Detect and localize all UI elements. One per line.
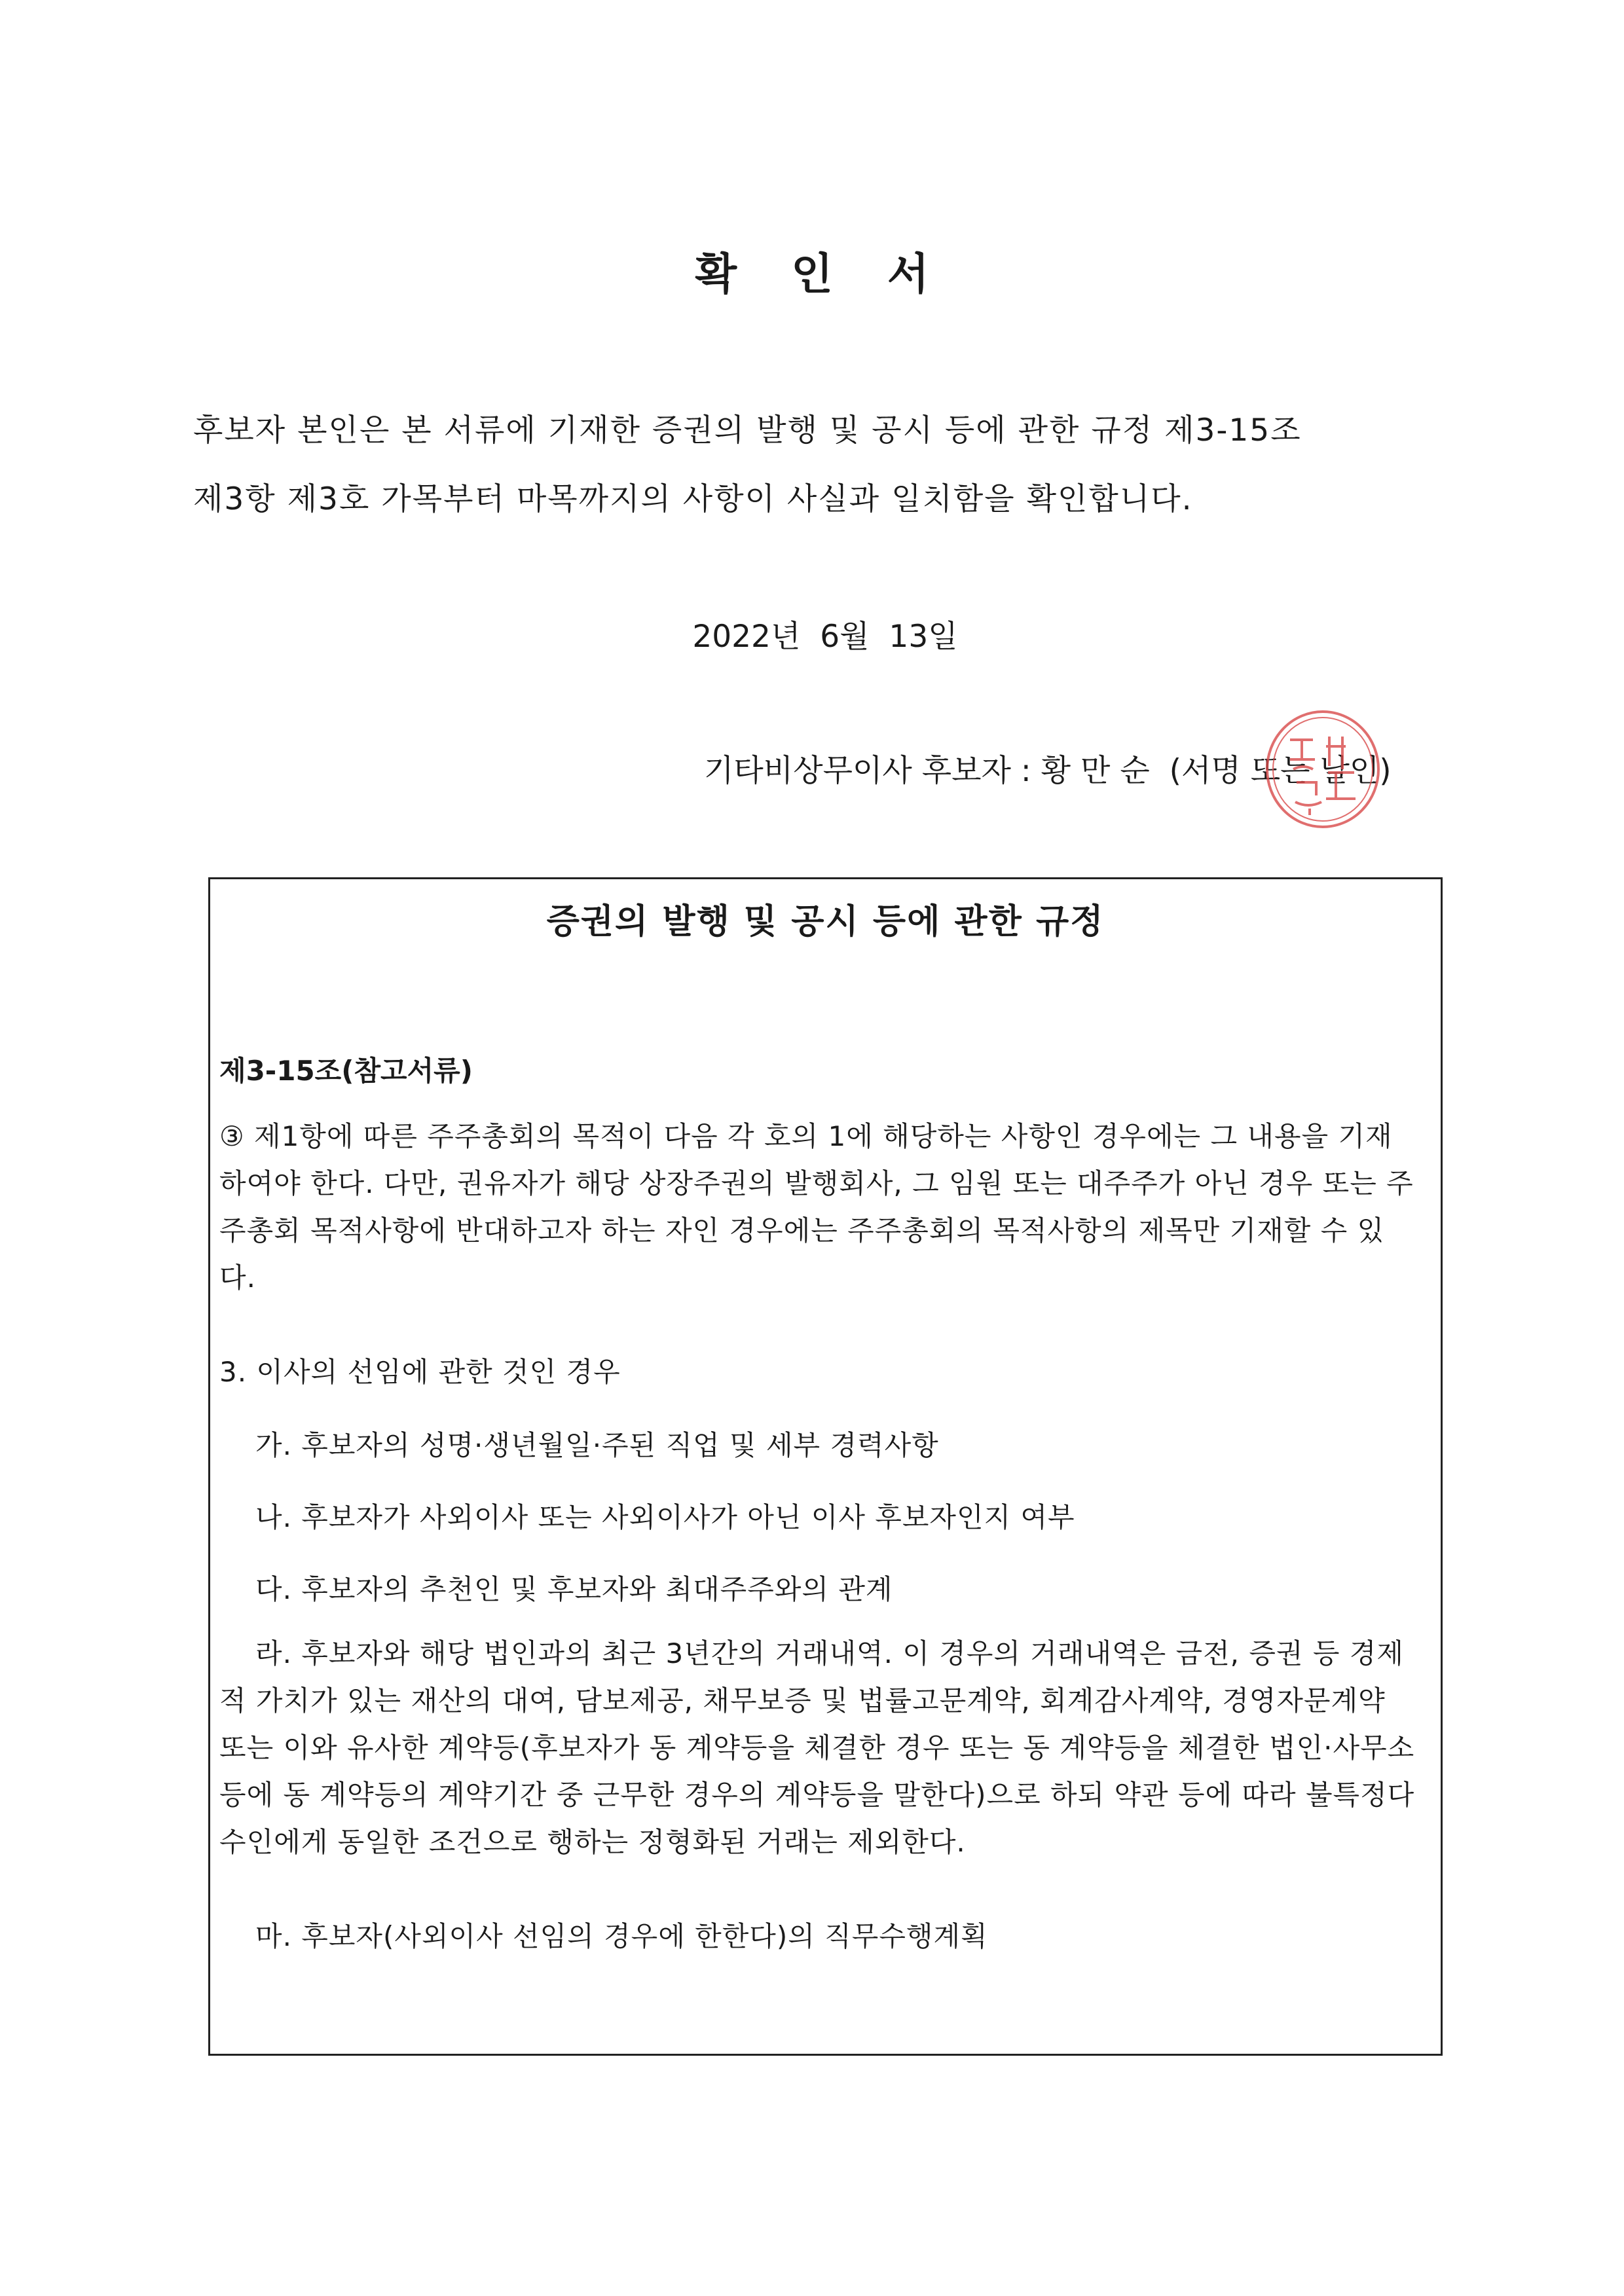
- regulation-subitem-da: 다. 후보자의 추천인 및 후보자와 최대주주와의 관계: [255, 1573, 893, 1605]
- regulation-subitem-na: 나. 후보자가 사외이사 또는 사외이사가 아닌 이사 후보자인지 여부: [255, 1501, 1075, 1533]
- regulation-subitem-ra: 라. 후보자와 해당 법인과의 최근 3년간의 거래내역. 이 경우의 거래내역은 금전, 증권 등 경제적 가치가 있는 재산의 대여, 담보제공, 채무보증 및 법률고문계약, 회계감사계약, 경영자문계약 또는 이와 유사한 계약등(후보자가 동 계약등을 체결한 경우 또는 동 계약등을 체결한 법인·사무소 등에 동 계약등의 계약기간 중 근무한 경우의 계약등을 말한다)으로 하되 약관 등에 따라 불특정다수인에게 동일한 조건으로 행하는 정형화된 거래는 제외한다.: [219, 1637, 1415, 1858]
- document-title: 확 인 서: [695, 249, 949, 299]
- regulation-title: 증권의 발행 및 공시 등에 관한 규정: [546, 902, 1105, 941]
- statement-line-1: 후보자 본인은 본 서류에 기재한 증권의 발행 및 공시 등에 관한 규정 제3-15조: [193, 412, 1302, 448]
- regulation-item-3: 3. 이사의 선임에 관한 것인 경우: [219, 1356, 621, 1388]
- regulation-subitem-ma: 마. 후보자(사외이사 선임의 경우에 한한다)의 직무수행계획: [255, 1920, 988, 1952]
- signature-line: 기타비상무이사 후보자 : 황 만 순 (서명 또는 날인): [704, 753, 1392, 789]
- regulation-subitem-ga: 가. 후보자의 성명·생년월일·주된 직업 및 세부 경력사항: [255, 1429, 939, 1461]
- regulation-paragraph-3: ③ 제1항에 따른 주주총회의 목적이 다음 각 호의 1에 해당하는 사항인 경우에는 그 내용을 기재하여야 한다. 다만, 권유자가 해당 상장주권의 발행회사, 그 임원 또는 대주주가 아닌 경우 또는 주주총회 목적사항에 반대하고자 하는 자인 경우에는 주주총회의 목적사항의 제목만 기재할 수 있다.: [219, 1120, 1414, 1294]
- regulation-article-heading: 제3-15조(참고서류): [219, 1055, 473, 1087]
- statement-line-2: 제3항 제3호 가목부터 마목까지의 사항이 사실과 일치함을 확인합니다.: [193, 481, 1193, 517]
- document-date: 2022년 6월 13일: [692, 619, 958, 655]
